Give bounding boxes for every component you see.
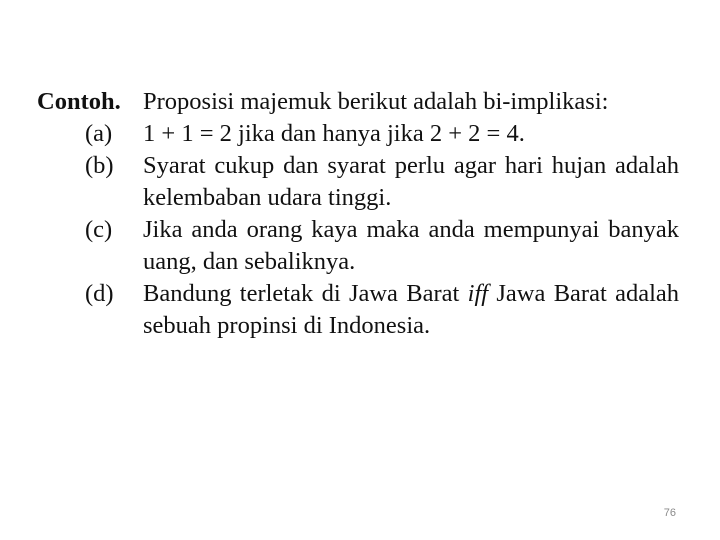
list-item-d bbox=[37, 278, 679, 342]
item-text-before: Bandung terletak di Jawa Barat bbox=[143, 280, 460, 307]
heading-text: Proposisi majemuk berikut adalah bi-implikasi: bbox=[143, 88, 609, 115]
list-item-a bbox=[37, 118, 679, 150]
item-text-after: Jawa Barat adalah sebuah propinsi di Indonesia. bbox=[143, 280, 680, 339]
heading-row bbox=[37, 86, 679, 118]
item-text: Syarat cukup dan syarat perlu agar hari hujan adalah kelembaban udara tinggi. bbox=[143, 152, 679, 211]
slide-content bbox=[37, 86, 679, 342]
heading-label: Contoh. bbox=[37, 88, 121, 115]
item-label: (c) bbox=[85, 216, 113, 243]
item-label: (d) bbox=[85, 280, 114, 307]
list-item-c bbox=[37, 214, 679, 278]
item-label: (a) bbox=[85, 120, 113, 147]
item-text: Jika anda orang kaya maka anda mempunyai banyak uang, dan sebaliknya. bbox=[143, 216, 679, 275]
list-item-b bbox=[37, 150, 679, 214]
item-text bbox=[143, 278, 679, 342]
item-label: (b) bbox=[85, 152, 114, 179]
item-text: 1 + 1 = 2 jika dan hanya jika 2 + 2 = 4. bbox=[143, 120, 525, 147]
page-number: 76 bbox=[663, 507, 676, 519]
iff-connective: iff bbox=[467, 280, 489, 307]
